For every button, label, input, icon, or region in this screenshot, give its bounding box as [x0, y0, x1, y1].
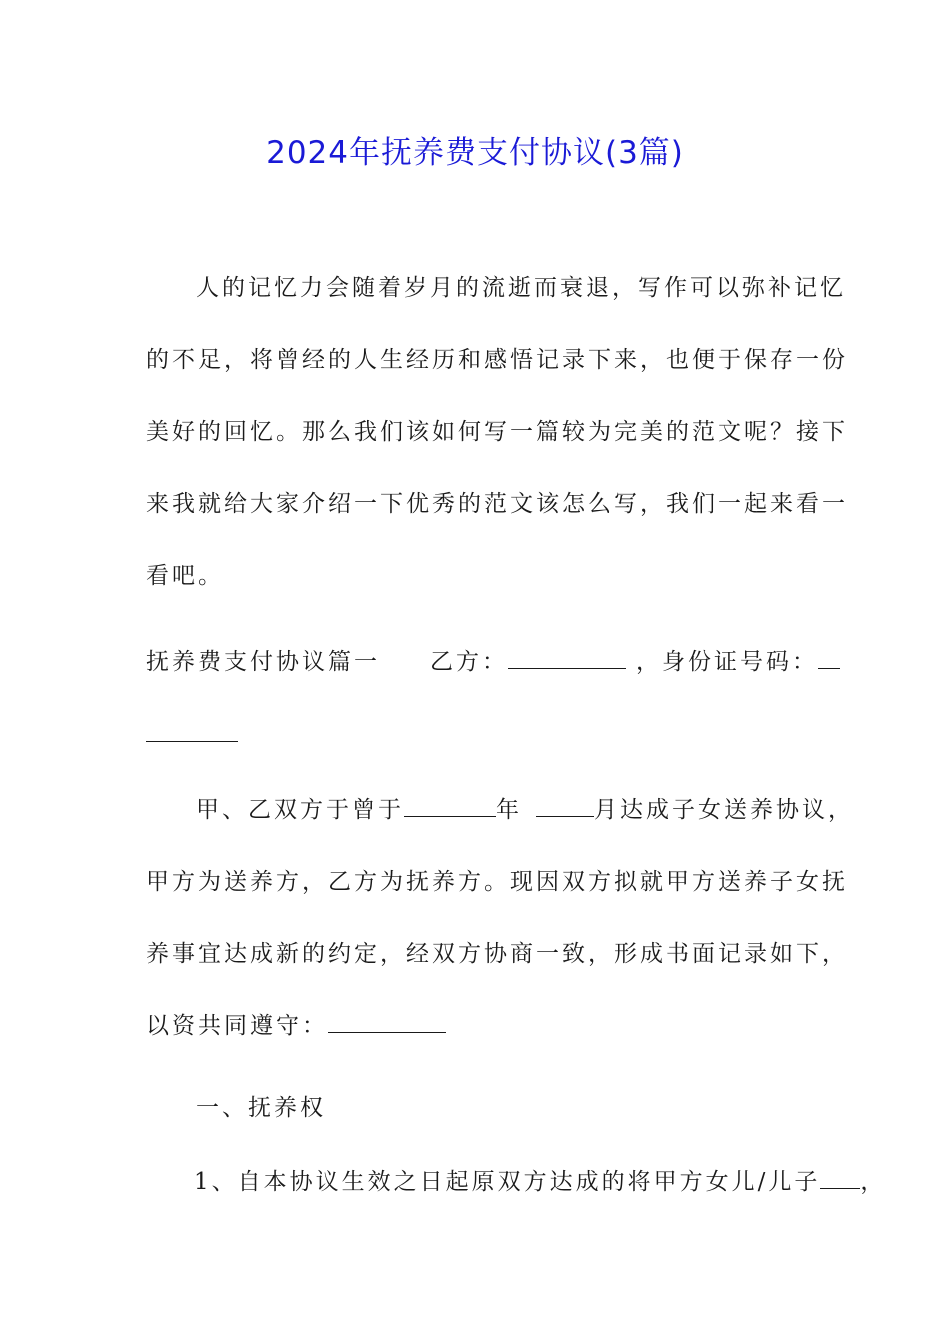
para2-blank[interactable] — [328, 1012, 446, 1033]
id-number-blank[interactable] — [818, 648, 840, 669]
para2-line-3: 养事宜达成新的约定，经双方协商一致，形成书面记录如下， — [146, 941, 848, 967]
para2-text-c: 月达成子女送养协议， — [594, 797, 854, 823]
para2-text-d: 以资共同遵守： — [146, 1013, 328, 1039]
party-line — [146, 646, 840, 678]
section-heading-custody: 一、抚养权 — [196, 1095, 326, 1121]
para2-line-4 — [146, 1010, 446, 1042]
clause-1-comma: ， — [860, 1169, 887, 1195]
para2-text-b: 年 — [496, 797, 522, 823]
year-blank[interactable] — [404, 796, 496, 817]
clause-1-text: 1、自本协议生效之日起原双方达成的将甲方女儿/儿子 — [194, 1169, 821, 1195]
party-b-label: 乙方： — [430, 649, 508, 675]
id-number-label: ，身份证号码： — [636, 649, 818, 675]
child-name-blank[interactable] — [820, 1168, 860, 1189]
agreement-heading: 抚养费支付协议篇一 — [146, 649, 380, 675]
intro-line-5: 看吧。 — [146, 563, 224, 589]
document-title: 2024年抚养费支付协议(3篇) — [266, 135, 684, 171]
para2-text-a: 甲、乙双方于曾于 — [196, 797, 404, 823]
id-number-blank-continued[interactable] — [146, 741, 238, 742]
intro-line-2: 的不足，将曾经的人生经历和感悟记录下来，也便于保存一份 — [146, 347, 848, 373]
intro-line-4: 来我就给大家介绍一下优秀的范文该怎么写，我们一起来看一 — [146, 491, 848, 517]
party-b-name-blank[interactable] — [508, 648, 626, 669]
para2-line-1 — [196, 794, 854, 826]
intro-line-1: 人的记忆力会随着岁月的流逝而衰退，写作可以弥补记忆 — [196, 275, 846, 301]
clause-1 — [194, 1166, 886, 1198]
month-blank[interactable] — [536, 796, 594, 817]
intro-line-3: 美好的回忆。那么我们该如何写一篇较为完美的范文呢？接下 — [146, 419, 848, 445]
para2-line-2: 甲方为送养方，乙方为抚养方。现因双方拟就甲方送养子女抚 — [146, 869, 848, 895]
